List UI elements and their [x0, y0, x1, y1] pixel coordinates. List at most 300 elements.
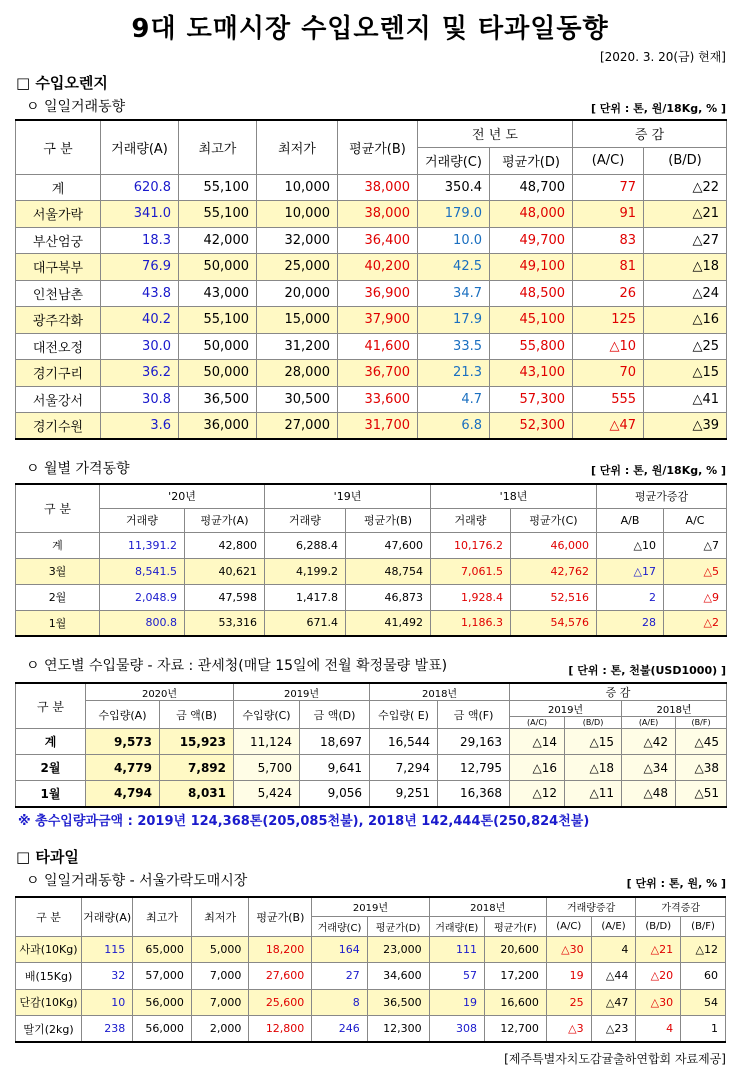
row-label-cell: 2월 [16, 584, 100, 610]
table-cell: 555 [573, 386, 644, 413]
table-cell: △15 [644, 360, 727, 387]
table-cell: △23 [591, 1016, 636, 1043]
table-cell: 4 [591, 936, 636, 963]
table-cell: △5 [664, 558, 727, 584]
table-cell: 34.7 [418, 280, 490, 307]
table-cell: 4.7 [418, 386, 490, 413]
table-cell: 164 [312, 936, 367, 963]
table-cell: △22 [644, 174, 727, 201]
table-cell: 48,754 [346, 558, 431, 584]
table-cell: 27,600 [249, 963, 312, 990]
table-cell: 9,251 [370, 781, 438, 807]
table-cell: 2 [597, 584, 664, 610]
table-cell: △11 [565, 781, 622, 807]
orange-import-table [15, 682, 727, 808]
table-cell: 36,500 [179, 386, 257, 413]
table-cell: △14 [510, 729, 565, 755]
header-cell: 증 감 [510, 683, 727, 701]
header-cell: 금 액(D) [300, 701, 370, 729]
table-cell: 36,400 [338, 227, 418, 254]
table-cell: 77 [573, 174, 644, 201]
table-cell: 11,391.2 [100, 532, 185, 558]
table-cell: 179.0 [418, 201, 490, 228]
table-row [16, 781, 727, 807]
table-cell: 111 [429, 936, 484, 963]
table-cell: 18,697 [300, 729, 370, 755]
table-cell: 40.2 [101, 307, 179, 334]
table-cell: △3 [546, 1016, 591, 1043]
header-cell: 평균가(B) [346, 508, 431, 532]
header-cell: 거래량(E) [429, 916, 484, 936]
table-cell: △10 [573, 333, 644, 360]
monthly-subtitle: ㅇ 월별 가격동향 [26, 461, 130, 477]
table-cell: △10 [597, 532, 664, 558]
data-source-footer: [제주특별자치도감귤출하연합회 자료제공] [504, 1052, 726, 1066]
table-cell: 10,000 [257, 174, 338, 201]
daily-subtitle: ㅇ 일일거래동향 [26, 99, 126, 115]
table-cell: 47,598 [185, 584, 265, 610]
table-row [16, 584, 727, 610]
header-cell: 평균가(D) [367, 916, 429, 936]
row-label-cell: 광주각화 [16, 307, 101, 334]
table-row [16, 254, 727, 281]
table-cell: △21 [644, 201, 727, 228]
table-cell: 49,700 [490, 227, 573, 254]
table-row [16, 307, 727, 334]
header-cell: 가격증감 [636, 897, 726, 916]
table-cell: 12,700 [485, 1016, 547, 1043]
table-cell: 31,200 [257, 333, 338, 360]
row-label-cell: 경기수원 [16, 413, 101, 440]
row-label-cell: 계 [16, 729, 86, 755]
header-cell: 증 감 [573, 120, 727, 147]
table-cell: △24 [644, 280, 727, 307]
table-cell: △7 [664, 532, 727, 558]
header-cell: (A/C) [573, 147, 644, 174]
table-cell: 1 [681, 1016, 726, 1043]
row-label-cell: 딸기(2kg) [16, 1016, 82, 1043]
table-row [16, 280, 727, 307]
table-cell: 50,000 [179, 254, 257, 281]
table-cell: △21 [636, 936, 681, 963]
table-cell: 125 [573, 307, 644, 334]
table-cell: 83 [573, 227, 644, 254]
row-label-cell: 3월 [16, 558, 100, 584]
fruit-subtitle: ㅇ 일일거래동향 - 서울가락도매시장 [26, 873, 248, 889]
header-cell: (A/E) [622, 717, 676, 729]
table-cell: △9 [664, 584, 727, 610]
table-cell: 18,200 [249, 936, 312, 963]
table-cell: 9,573 [86, 729, 160, 755]
table-cell: 3.6 [101, 413, 179, 440]
table-cell: 17,200 [485, 963, 547, 990]
table-cell: 56,000 [133, 989, 192, 1016]
import-unit: [ 단위 : 톤, 천불(USD1000) ] [568, 664, 726, 677]
table-row [16, 963, 726, 990]
table-cell: 9,056 [300, 781, 370, 807]
table-cell: 41,600 [338, 333, 418, 360]
table-cell: 36,500 [367, 989, 429, 1016]
table-cell: 1,186.3 [431, 610, 511, 636]
row-label-cell: 계 [16, 174, 101, 201]
table-cell: 5,424 [234, 781, 300, 807]
header-cell: (A/C) [546, 916, 591, 936]
table-cell: 57,300 [490, 386, 573, 413]
table-cell: 42,762 [511, 558, 597, 584]
table-cell: △25 [644, 333, 727, 360]
header-cell: 수입량(C) [234, 701, 300, 729]
table-cell: 26 [573, 280, 644, 307]
table-cell: 42.5 [418, 254, 490, 281]
table-cell: △34 [622, 755, 676, 781]
header-cell: A/B [597, 508, 664, 532]
table-cell: 45,100 [490, 307, 573, 334]
table-cell: 25 [546, 989, 591, 1016]
table-cell: 28,000 [257, 360, 338, 387]
header-cell: 금 액(B) [160, 701, 234, 729]
header-cell: 평균가(A) [185, 508, 265, 532]
table-cell: 18.3 [101, 227, 179, 254]
table-cell: △47 [591, 989, 636, 1016]
table-row [16, 610, 727, 636]
table-cell: 21.3 [418, 360, 490, 387]
table-cell: 43,100 [490, 360, 573, 387]
header-cell: 거래량 [265, 508, 346, 532]
table-cell: △38 [676, 755, 727, 781]
header-cell: 2018년 [370, 683, 510, 701]
table-cell: 53,316 [185, 610, 265, 636]
header-cell: A/C [664, 508, 727, 532]
header-cell: 금 액(F) [438, 701, 510, 729]
table-cell: 30.8 [101, 386, 179, 413]
table-row [16, 227, 727, 254]
table-cell: △48 [622, 781, 676, 807]
table-cell: 2,048.9 [100, 584, 185, 610]
row-label-cell: 부산엄궁 [16, 227, 101, 254]
header-cell: 평균가(B) [249, 897, 312, 936]
section-heading-fruit: □ 타과일 [16, 848, 79, 866]
table-cell: △18 [565, 755, 622, 781]
table-cell: 238 [82, 1016, 133, 1043]
table-cell: 9,641 [300, 755, 370, 781]
header-cell: 전 년 도 [418, 120, 573, 147]
table-cell: 7,892 [160, 755, 234, 781]
header-cell: 평균가증감 [597, 484, 727, 508]
table-row [16, 174, 727, 201]
header-cell: 거래량 [431, 508, 511, 532]
header-cell: 평균가(B) [338, 120, 418, 174]
table-cell: 25,600 [249, 989, 312, 1016]
table-cell: 30,500 [257, 386, 338, 413]
header-cell: (B/F) [676, 717, 727, 729]
table-cell: 10,176.2 [431, 532, 511, 558]
table-cell: △44 [591, 963, 636, 990]
table-cell: 7,000 [191, 989, 249, 1016]
table-cell: △27 [644, 227, 727, 254]
page-title: 9대 도매시장 수입오렌지 및 타과일동향 [131, 14, 609, 44]
table-cell: 10.0 [418, 227, 490, 254]
table-cell: 52,516 [511, 584, 597, 610]
table-cell: 38,000 [338, 201, 418, 228]
row-label-cell: 서울가락 [16, 201, 101, 228]
table-cell: 57 [429, 963, 484, 990]
row-label-cell: 1월 [16, 781, 86, 807]
table-cell: 15,923 [160, 729, 234, 755]
table-cell: 38,000 [338, 174, 418, 201]
row-label-cell: 대전오정 [16, 333, 101, 360]
section-heading-orange: □ 수입오렌지 [16, 74, 108, 92]
header-cell: 구 분 [16, 897, 82, 936]
fruit-unit: [ 단위 : 톤, 원, % ] [626, 877, 726, 890]
table-cell: 48,000 [490, 201, 573, 228]
row-label-cell: 인천남촌 [16, 280, 101, 307]
table-cell: △16 [644, 307, 727, 334]
table-cell: △15 [565, 729, 622, 755]
header-cell: (B/F) [681, 916, 726, 936]
table-cell: 32 [82, 963, 133, 990]
table-cell: 42,000 [179, 227, 257, 254]
table-cell: 7,061.5 [431, 558, 511, 584]
orange-daily-table [15, 119, 727, 440]
table-cell: △30 [636, 989, 681, 1016]
table-cell: △16 [510, 755, 565, 781]
table-cell: 6,288.4 [265, 532, 346, 558]
table-cell: 10 [82, 989, 133, 1016]
fruit-daily-table [15, 896, 726, 1043]
monthly-unit: [ 단위 : 톤, 원/18Kg, % ] [590, 464, 726, 477]
table-cell: 671.4 [265, 610, 346, 636]
table-cell: 28 [597, 610, 664, 636]
table-row [16, 936, 726, 963]
table-cell: 6.8 [418, 413, 490, 440]
row-label-cell: 대구북부 [16, 254, 101, 281]
table-cell: 8,541.5 [100, 558, 185, 584]
table-cell: 1,928.4 [431, 584, 511, 610]
table-cell: 36.2 [101, 360, 179, 387]
table-cell: 48,700 [490, 174, 573, 201]
table-cell: 115 [82, 936, 133, 963]
table-row [16, 333, 727, 360]
table-cell: 36,000 [179, 413, 257, 440]
header-cell: 거래량 [100, 508, 185, 532]
table-row [16, 532, 727, 558]
header-cell: 거래량(A) [82, 897, 133, 936]
table-cell: 620.8 [101, 174, 179, 201]
table-cell: △2 [664, 610, 727, 636]
table-cell: 25,000 [257, 254, 338, 281]
import-total-note: ※ 총수입량과금액 : 2019년 124,368톤(205,085천불), 2018년 142,444톤(250,824천불) [18, 814, 590, 829]
header-cell: 구 분 [16, 683, 86, 729]
table-cell: △18 [644, 254, 727, 281]
table-cell: △12 [510, 781, 565, 807]
table-cell: △17 [597, 558, 664, 584]
table-cell: 60 [681, 963, 726, 990]
table-cell: 55,100 [179, 307, 257, 334]
table-row [16, 729, 727, 755]
table-cell: 46,000 [511, 532, 597, 558]
table-cell: 17.9 [418, 307, 490, 334]
table-cell: 40,200 [338, 254, 418, 281]
table-cell: △51 [676, 781, 727, 807]
table-cell: 48,500 [490, 280, 573, 307]
table-cell: 33.5 [418, 333, 490, 360]
table-cell: 27,000 [257, 413, 338, 440]
table-cell: △47 [573, 413, 644, 440]
header-cell: 2018년 [622, 701, 727, 717]
table-cell: 23,000 [367, 936, 429, 963]
table-cell: 41,492 [346, 610, 431, 636]
header-cell: 최저가 [191, 897, 249, 936]
header-cell: 거래량(A) [101, 120, 179, 174]
orange-monthly-table [15, 483, 727, 637]
row-label-cell: 2월 [16, 755, 86, 781]
table-cell: 12,800 [249, 1016, 312, 1043]
table-cell: 81 [573, 254, 644, 281]
table-cell: △45 [676, 729, 727, 755]
table-cell: 56,000 [133, 1016, 192, 1043]
header-cell: '18년 [431, 484, 597, 508]
table-cell: 27 [312, 963, 367, 990]
header-cell: 최저가 [257, 120, 338, 174]
table-cell: 4,779 [86, 755, 160, 781]
table-row [16, 201, 727, 228]
table-cell: 55,800 [490, 333, 573, 360]
table-cell: 36,900 [338, 280, 418, 307]
table-cell: △30 [546, 936, 591, 963]
table-cell: 12,300 [367, 1016, 429, 1043]
header-cell: (A/E) [591, 916, 636, 936]
table-cell: 33,600 [338, 386, 418, 413]
table-cell: 47,600 [346, 532, 431, 558]
table-cell: 29,163 [438, 729, 510, 755]
table-cell: 4,199.2 [265, 558, 346, 584]
header-cell: (B/D) [644, 147, 727, 174]
table-cell: 57,000 [133, 963, 192, 990]
header-cell: 구 분 [16, 120, 101, 174]
row-label-cell: 단감(10Kg) [16, 989, 82, 1016]
header-cell: 구 분 [16, 484, 100, 532]
table-cell: 8 [312, 989, 367, 1016]
table-cell: 46,873 [346, 584, 431, 610]
table-cell: 36,700 [338, 360, 418, 387]
table-cell: 54 [681, 989, 726, 1016]
table-cell: 308 [429, 1016, 484, 1043]
table-cell: 43.8 [101, 280, 179, 307]
table-cell: 42,800 [185, 532, 265, 558]
table-row [16, 360, 727, 387]
table-cell: 19 [546, 963, 591, 990]
table-cell: 7,294 [370, 755, 438, 781]
import-subtitle: ㅇ 연도별 수입물량 - 자료 : 관세청(매달 15일에 전월 확정물량 발표) [26, 658, 448, 674]
header-cell: (B/D) [636, 916, 681, 936]
table-cell: △12 [681, 936, 726, 963]
table-cell: 19 [429, 989, 484, 1016]
table-row [16, 558, 727, 584]
table-cell: 12,795 [438, 755, 510, 781]
table-cell: 55,100 [179, 174, 257, 201]
header-cell: 거래량(C) [312, 916, 367, 936]
table-cell: 43,000 [179, 280, 257, 307]
table-cell: 4,794 [86, 781, 160, 807]
table-cell: 31,700 [338, 413, 418, 440]
table-cell: 20,600 [485, 936, 547, 963]
table-row [16, 989, 726, 1016]
table-cell: 34,600 [367, 963, 429, 990]
table-cell: △41 [644, 386, 727, 413]
table-cell: 55,100 [179, 201, 257, 228]
header-cell: 2020년 [86, 683, 234, 701]
table-cell: △39 [644, 413, 727, 440]
header-cell: (B/D) [565, 717, 622, 729]
table-cell: 40,621 [185, 558, 265, 584]
table-cell: 70 [573, 360, 644, 387]
row-label-cell: 계 [16, 532, 100, 558]
table-cell: △42 [622, 729, 676, 755]
table-cell: 16,368 [438, 781, 510, 807]
table-cell: 10,000 [257, 201, 338, 228]
table-cell: 7,000 [191, 963, 249, 990]
table-cell: 16,544 [370, 729, 438, 755]
table-cell: 2,000 [191, 1016, 249, 1043]
table-cell: 8,031 [160, 781, 234, 807]
table-cell: 1,417.8 [265, 584, 346, 610]
table-cell: 54,576 [511, 610, 597, 636]
row-label-cell: 서울강서 [16, 386, 101, 413]
row-label-cell: 사과(10Kg) [16, 936, 82, 963]
table-cell: 5,700 [234, 755, 300, 781]
row-label-cell: 배(15Kg) [16, 963, 82, 990]
table-cell: 30.0 [101, 333, 179, 360]
table-row [16, 1016, 726, 1043]
table-cell: 49,100 [490, 254, 573, 281]
table-cell: 16,600 [485, 989, 547, 1016]
header-cell: 수입량(A) [86, 701, 160, 729]
row-label-cell: 경기구리 [16, 360, 101, 387]
header-cell: 평균가(D) [490, 147, 573, 174]
table-cell: 350.4 [418, 174, 490, 201]
table-cell: 76.9 [101, 254, 179, 281]
table-row [16, 386, 727, 413]
table-row [16, 755, 727, 781]
table-cell: 15,000 [257, 307, 338, 334]
header-cell: 평균가(C) [511, 508, 597, 532]
table-cell: 65,000 [133, 936, 192, 963]
table-cell: 32,000 [257, 227, 338, 254]
table-cell: △20 [636, 963, 681, 990]
table-cell: 246 [312, 1016, 367, 1043]
table-cell: 4 [636, 1016, 681, 1043]
header-cell: 2019년 [312, 897, 429, 916]
header-cell: 최고가 [179, 120, 257, 174]
table-cell: 91 [573, 201, 644, 228]
header-cell: 2018년 [429, 897, 546, 916]
table-cell: 37,900 [338, 307, 418, 334]
table-cell: 52,300 [490, 413, 573, 440]
table-cell: 50,000 [179, 360, 257, 387]
table-cell: 800.8 [100, 610, 185, 636]
report-date: [2020. 3. 20(금) 현재] [599, 50, 726, 64]
table-cell: 11,124 [234, 729, 300, 755]
table-row [16, 413, 727, 440]
header-cell: 거래량증감 [546, 897, 636, 916]
row-label-cell: 1월 [16, 610, 100, 636]
table-cell: 50,000 [179, 333, 257, 360]
header-cell: 거래량(C) [418, 147, 490, 174]
table-cell: 341.0 [101, 201, 179, 228]
table-cell: 20,000 [257, 280, 338, 307]
header-cell: 2019년 [510, 701, 622, 717]
header-cell: '20년 [100, 484, 265, 508]
